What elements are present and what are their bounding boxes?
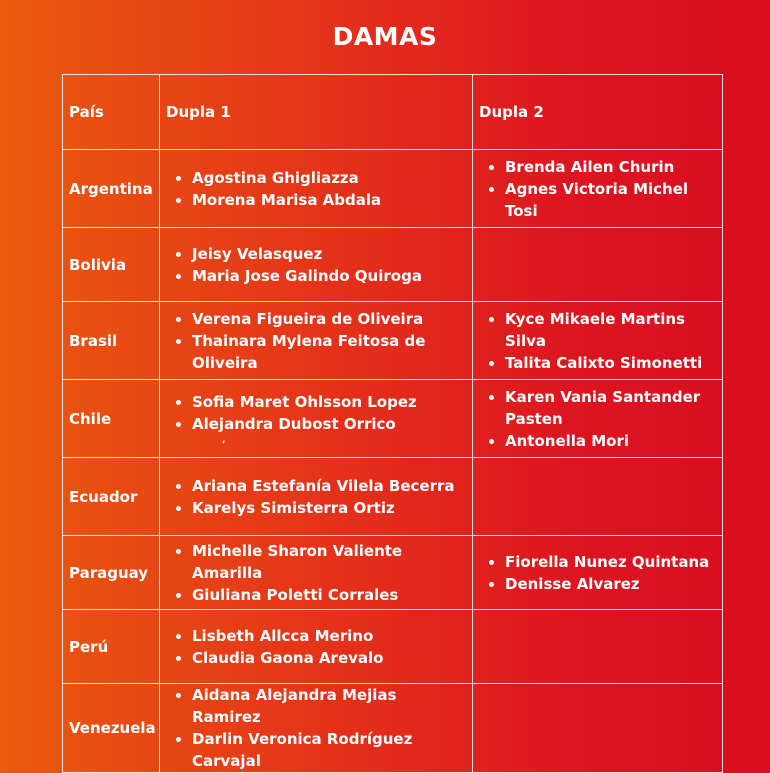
pair-1-cell <box>160 380 473 458</box>
player-list <box>160 475 472 519</box>
pair-2-cell <box>473 610 723 684</box>
player-name: • Karelys Simisterra Ortiz <box>192 497 466 519</box>
country-cell: Brasil <box>63 302 160 380</box>
player-name: • Kyce Mikaele Martins Silva <box>505 308 716 352</box>
country-cell: Bolivia <box>63 228 160 302</box>
player-name: • Morena Marisa Abdala <box>192 189 466 211</box>
players-table <box>62 74 723 773</box>
player-list <box>473 308 722 374</box>
player-list <box>160 625 472 669</box>
player-name: • Darlin Veronica Rodríguez Carvajal <box>192 728 466 772</box>
player-name: • Ariana Estefanía Vilela Becerra <box>192 475 466 497</box>
player-name: • Alejandra Dubost Orrico <box>192 413 466 435</box>
player-name: • Agostina Ghigliazza <box>192 167 466 189</box>
pair-1-cell <box>160 610 473 684</box>
pair-2-cell <box>473 684 723 773</box>
player-list <box>473 156 722 222</box>
table-row <box>63 536 723 610</box>
player-list <box>473 551 722 595</box>
player-name: • Karen Vania Santander Pasten <box>505 386 716 430</box>
header-country: País <box>63 75 160 150</box>
pair-1-cell <box>160 458 473 536</box>
table-row <box>63 684 723 773</box>
player-name: • Maria Jose Galindo Quiroga <box>192 265 466 287</box>
page-title: DAMAS <box>332 22 438 51</box>
table-row <box>63 228 723 302</box>
table-row <box>63 458 723 536</box>
player-name: • Talita Calixto Simonetti <box>505 352 716 374</box>
player-list <box>473 386 722 452</box>
country-cell: Chile <box>63 380 160 458</box>
table-row <box>63 302 723 380</box>
country-cell: Paraguay <box>63 536 160 610</box>
country-cell: Perú <box>63 610 160 684</box>
pair-2-cell <box>473 228 723 302</box>
player-list <box>160 391 472 435</box>
player-name: • Aidana Alejandra Mejias Ramirez <box>192 684 466 728</box>
player-name: • Agnes Victoria Michel Tosi <box>505 178 716 222</box>
player-list <box>160 167 472 211</box>
player-name: • Antonella Mori <box>505 430 716 452</box>
pair-2-cell <box>473 458 723 536</box>
header-pair-1: Dupla 1 <box>160 75 473 150</box>
country-cell: Venezuela <box>63 684 160 773</box>
player-name: • Jeisy Velasquez <box>192 243 466 265</box>
pair-2-cell <box>473 150 723 228</box>
table-row <box>63 380 723 458</box>
pair-2-cell <box>473 536 723 610</box>
player-list <box>160 308 472 374</box>
table-row <box>63 150 723 228</box>
player-list <box>160 540 472 606</box>
stray-mark: , <box>222 434 226 445</box>
player-name: • Brenda Ailen Churin <box>505 156 716 178</box>
pair-2-cell <box>473 380 723 458</box>
player-name: • Sofia Maret Ohlsson Lopez <box>192 391 466 413</box>
player-name: • Fiorella Nunez Quintana <box>505 551 716 573</box>
pair-2-cell <box>473 302 723 380</box>
player-list <box>160 684 472 772</box>
player-name: • Giuliana Poletti Corrales <box>192 584 466 606</box>
country-cell: Argentina <box>63 150 160 228</box>
player-name: • Thainara Mylena Feitosa de Oliveira <box>192 330 466 374</box>
header-pair-2: Dupla 2 <box>473 75 723 150</box>
player-name: • Denisse Alvarez <box>505 573 716 595</box>
table-row <box>63 610 723 684</box>
player-list <box>160 243 472 287</box>
pair-1-cell <box>160 150 473 228</box>
header-row <box>63 75 723 150</box>
pair-1-cell <box>160 228 473 302</box>
player-name: • Verena Figueira de Oliveira <box>192 308 466 330</box>
player-name: • Claudia Gaona Arevalo <box>192 647 466 669</box>
player-name: • Lisbeth Allcca Merino <box>192 625 466 647</box>
player-name: • Michelle Sharon Valiente Amarilla <box>192 540 466 584</box>
pair-1-cell <box>160 302 473 380</box>
country-cell: Ecuador <box>63 458 160 536</box>
pair-1-cell <box>160 536 473 610</box>
pair-1-cell <box>160 684 473 773</box>
